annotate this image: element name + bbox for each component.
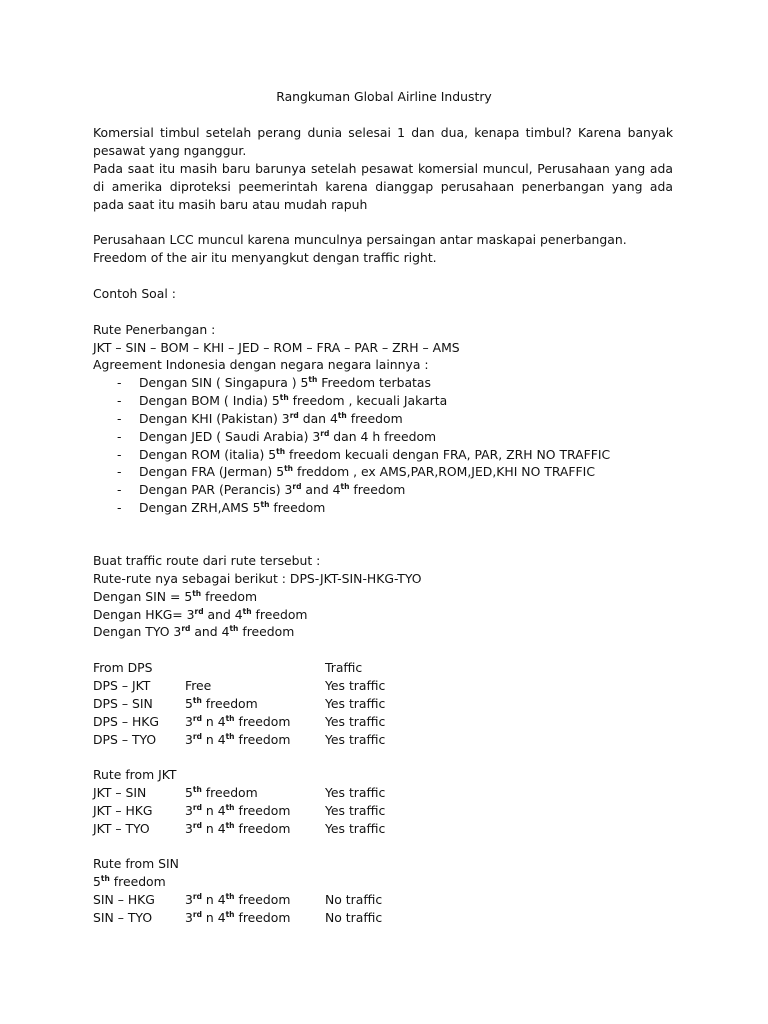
agreement-item-sin: Dengan SIN ( Singapura ) 5th Freedom terbatas: [139, 375, 431, 390]
table-heading: Rute from SIN: [93, 856, 179, 871]
table-row-route: JKT – HKG: [93, 803, 153, 818]
bullet-dash: -: [117, 393, 122, 408]
intro-paragraph-2-line-1: Pada saat itu masih baru barunya setelah pesawat komersial muncul, Perusahaan yang ada: [93, 161, 673, 176]
agreement-item-khi: Dengan KHI (Pakistan) 3rd dan 4th freedom: [139, 411, 403, 426]
table-row-traffic: Yes traffic: [325, 785, 386, 800]
bullet-dash: -: [117, 411, 122, 426]
bullet-dash: -: [117, 447, 122, 462]
table-row-route: DPS – TYO: [93, 732, 157, 747]
agreement-item-rom: Dengan ROM (italia) 5th freedom kecuali dengan FRA, PAR, ZRH NO TRAFFIC: [139, 447, 611, 462]
table-row-traffic: No traffic: [325, 892, 383, 907]
traffic-hkg: Dengan HKG= 3rd and 4th freedom: [93, 607, 308, 622]
traffic-heading: Buat traffic route dari rute tersebut :: [93, 553, 321, 568]
traffic-sin: Dengan SIN = 5th freedom: [93, 589, 258, 604]
table-row-freedom: 5th freedom: [185, 696, 258, 711]
intro-paragraph-2-line-3: pada saat itu masih baru atau mudah rapuh: [93, 197, 368, 212]
table-row-traffic: Yes traffic: [325, 821, 386, 836]
table-row-traffic: Yes traffic: [325, 696, 386, 711]
intro-paragraph-2-line-2: di amerika diproteksi peemerintah karena dianggap perusahaan penerbangan yang ada: [93, 179, 673, 194]
agreement-item-fra: Dengan FRA (Jerman) 5th freddom , ex AMS,PAR,ROM,JED,KHI NO TRAFFIC: [139, 464, 595, 479]
agreement-heading: Agreement Indonesia dengan negara negara lainnya :: [93, 357, 429, 372]
agreement-item-jed: Dengan JED ( Saudi Arabia) 3rd dan 4 h freedom: [139, 429, 437, 444]
table-row-traffic: Yes traffic: [325, 714, 386, 729]
table-row-freedom: 5th freedom: [185, 785, 258, 800]
agreement-item-zrh-ams: Dengan ZRH,AMS 5th freedom: [139, 500, 326, 515]
section-heading-contoh-soal: Contoh Soal :: [93, 286, 176, 301]
intro-paragraph-1-line-2: pesawat yang nganggur.: [93, 143, 247, 158]
table-row-freedom: 3rd n 4th freedom: [185, 714, 291, 729]
table-row-freedom: 3rd n 4th freedom: [185, 892, 291, 907]
table-row-freedom: Free: [185, 678, 212, 693]
table-row-route: DPS – JKT: [93, 678, 151, 693]
table-row-freedom: 3rd n 4th freedom: [185, 732, 291, 747]
bullet-dash: -: [117, 482, 122, 497]
column-header-traffic: Traffic: [325, 660, 363, 675]
table-row-route: JKT – TYO: [93, 821, 150, 836]
intro-paragraph-3-line-1: Perusahaan LCC muncul karena munculnya persaingan antar maskapai penerbangan.: [93, 232, 627, 247]
table-row-traffic: Yes traffic: [325, 803, 386, 818]
bullet-dash: -: [117, 375, 122, 390]
table-subheading: 5th freedom: [93, 874, 166, 889]
table-row-route: DPS – SIN: [93, 696, 153, 711]
bullet-dash: -: [117, 464, 122, 479]
agreement-item-par: Dengan PAR (Perancis) 3rd and 4th freedom: [139, 482, 406, 497]
page-title: Rangkuman Global Airline Industry: [276, 89, 492, 104]
bullet-dash: -: [117, 500, 122, 515]
agreement-item-bom: Dengan BOM ( India) 5th freedom , kecuali Jakarta: [139, 393, 448, 408]
rute-sequence: JKT – SIN – BOM – KHI – JED – ROM – FRA – PAR – ZRH – AMS: [93, 340, 460, 355]
table-row-route: SIN – HKG: [93, 892, 155, 907]
intro-paragraph-3-line-2: Freedom of the air itu menyangkut dengan traffic right.: [93, 250, 437, 265]
table-row-route: JKT – SIN: [93, 785, 147, 800]
traffic-tyo: Dengan TYO 3rd and 4th freedom: [93, 624, 295, 639]
table-row-traffic: Yes traffic: [325, 732, 386, 747]
traffic-routes-line: Rute-rute nya sebagai berikut : DPS-JKT-SIN-HKG-TYO: [93, 571, 422, 586]
table-row-freedom: 3rd n 4th freedom: [185, 910, 291, 925]
table-row-freedom: 3rd n 4th freedom: [185, 803, 291, 818]
table-row-route: SIN – TYO: [93, 910, 153, 925]
table-row-route: DPS – HKG: [93, 714, 159, 729]
table-row-freedom: 3rd n 4th freedom: [185, 821, 291, 836]
table-row-traffic: Yes traffic: [325, 678, 386, 693]
table-row-traffic: No traffic: [325, 910, 383, 925]
intro-paragraph-1-line-1: Komersial timbul setelah perang dunia selesai 1 dan dua, kenapa timbul? Karena banyak: [93, 125, 673, 140]
bullet-dash: -: [117, 429, 122, 444]
table-heading: Rute from JKT: [93, 767, 177, 782]
rute-heading: Rute Penerbangan :: [93, 322, 216, 337]
table-heading: From DPS: [93, 660, 153, 675]
